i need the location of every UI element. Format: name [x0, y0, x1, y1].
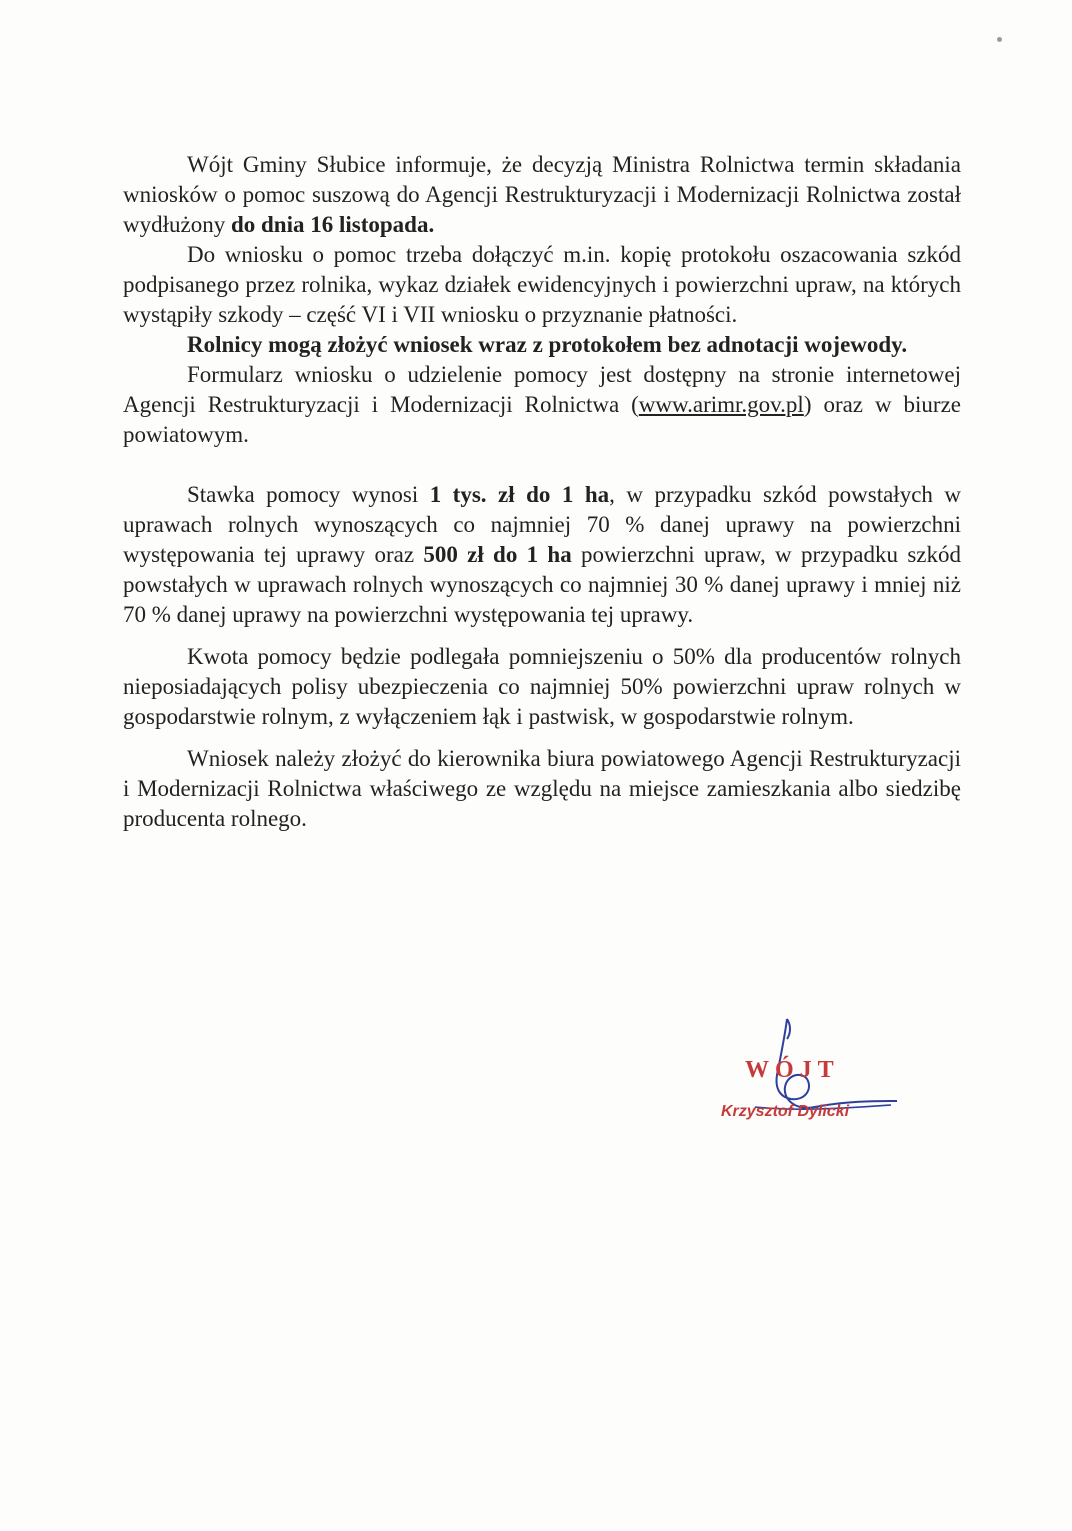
- letter-body: [123, 150, 961, 834]
- rate-high: 1 tys. zł do 1 ha: [429, 482, 610, 507]
- paragraph-reduction: Kwota pomocy będzie podlegała pomniejszeniu o 50% dla producentów rolnych nieposiadających polisy ubezpieczenia co najmniej 50% powierzchni upraw rolnych w gospodarstwie rolnym, z wyłączeniem łąk i pastwisk, w gospodarstwie rolnym.: [123, 644, 961, 729]
- rate-low: 500 zł do 1 ha: [423, 542, 572, 567]
- paragraph-attachments: Do wniosku o pomoc trzeba dołączyć m.in. kopię protokołu oszacowania szkód podpisanego przez rolnika, wykaz działek ewidencyjnych i powierzchni upraw, na których wystąpiły szkody – część VI i VII wniosku o przyznanie płatności.: [123, 242, 961, 327]
- paragraph-form: Formularz wniosku o udzielenie pomocy jest dostępny na stronie internetowej Agencji Restrukturyzacji i Modernizacji Rolnictwa (www.arimr.gov.pl) oraz w biurze powiatowym.: [123, 362, 962, 447]
- paragraph-deadline: Wójt Gminy Słubice informuje, że decyzją Ministra Rolnictwa termin składania wniosków o pomoc suszową do Agencji Restrukturyzacji i Modernizacji Rolnictwa został wydłużony do dnia 16 listopada.: [123, 152, 961, 237]
- paragraph-submission: Wniosek należy złożyć do kierownika biura powiatowego Agencji Restrukturyzacji i Modernizacji Rolnictwa właściwego ze względu na miejsce zamieszkania albo siedzibę producenta rolnego.: [123, 746, 961, 831]
- paragraph-rates: Stawka pomocy wynosi 1 tys. zł do 1 ha, w przypadku szkód powstałych w uprawach rolnych wynoszących co najmniej 70 % danej uprawy na powierzchni występowania tej uprawy oraz 500 zł do 1 ha powierzchni upraw, w przypadku szkód powstałych w uprawach rolnych wynoszących co najmniej 30 % danej uprawy i mniej niż 70 % danej uprawy na powierzchni występowania tej uprawy.: [123, 482, 961, 627]
- arimr-link[interactable]: www.arimr.gov.pl: [638, 392, 804, 417]
- paragraph-voivode-note: Rolnicy mogą złożyć wniosek wraz z protokołem bez adnotacji wojewody.: [187, 332, 908, 357]
- deadline-date: do dnia 16 listopada.: [230, 212, 435, 237]
- scan-speck: [997, 37, 1002, 42]
- stamp-title: WÓJT: [745, 1057, 840, 1083]
- stamp-name: Krzysztof Dylicki: [721, 1103, 850, 1120]
- signature-block: [715, 1015, 905, 1135]
